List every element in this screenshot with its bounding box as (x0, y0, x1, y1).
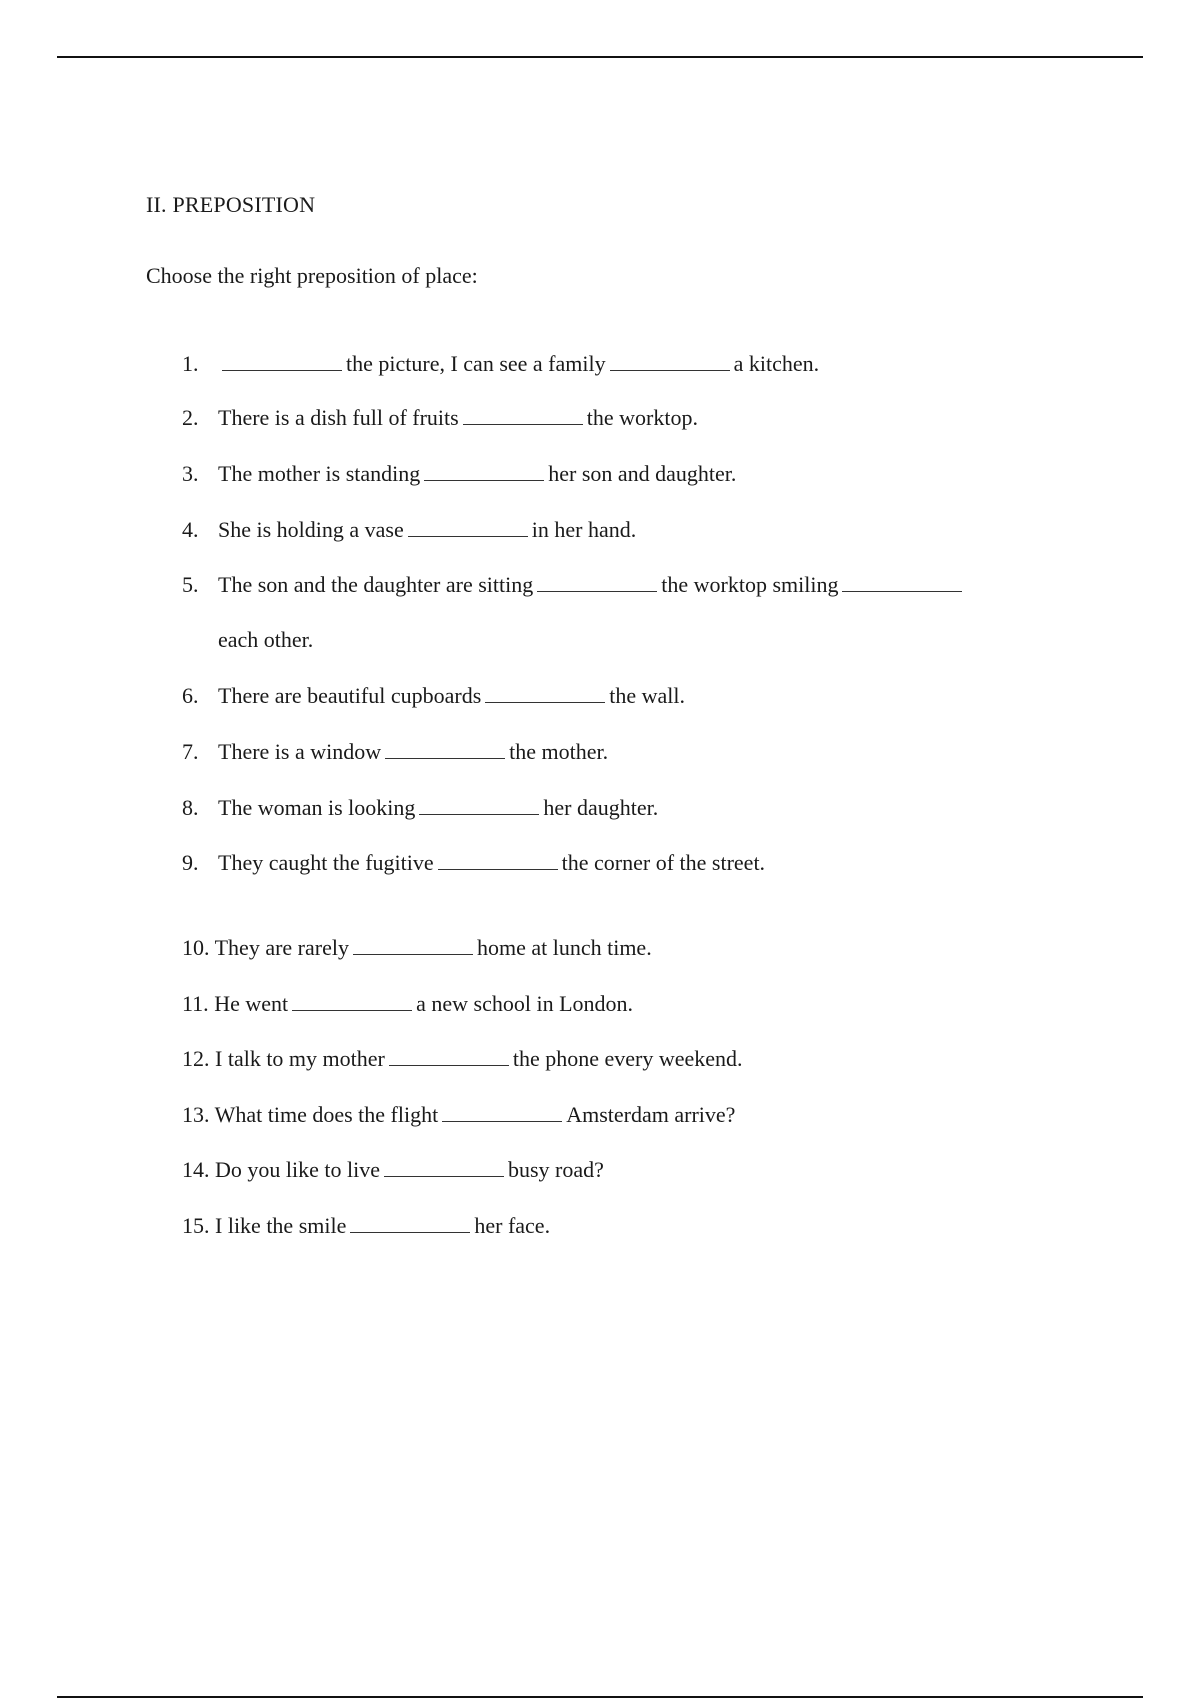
bottom-rule (57, 1696, 1143, 1698)
question-text: the worktop. (586, 405, 698, 430)
answer-blank[interactable] (389, 1043, 509, 1066)
question-text: I like the smile (215, 1213, 347, 1238)
question-7 (182, 736, 1082, 766)
answer-blank[interactable] (222, 348, 342, 371)
question-4 (182, 514, 1082, 544)
question-5-continuation: each other. (218, 627, 314, 652)
question-number: 3. (182, 461, 199, 486)
question-number: 10. (182, 935, 210, 960)
answer-blank[interactable] (292, 988, 412, 1011)
question-number: 12. (182, 1046, 210, 1071)
answer-blank[interactable] (419, 792, 539, 815)
question-text: in her hand. (531, 517, 637, 542)
question-text: the worktop smiling (661, 572, 839, 597)
question-5 (182, 569, 1082, 599)
question-10 (182, 932, 1082, 962)
question-text: There are beautiful cupboards (218, 683, 482, 708)
question-text: Do you like to live (215, 1157, 380, 1182)
question-6 (182, 680, 1082, 710)
question-8 (182, 792, 1082, 822)
question-text: the corner of the street. (561, 850, 766, 875)
question-number: 13. (182, 1102, 210, 1127)
question-9 (182, 847, 1082, 877)
top-rule (57, 56, 1143, 58)
answer-blank[interactable] (385, 736, 505, 759)
question-text: her son and daughter. (548, 461, 737, 486)
question-3 (182, 458, 1082, 488)
question-text: I talk to my mother (215, 1046, 385, 1071)
question-text: the mother. (509, 739, 609, 764)
answer-blank[interactable] (350, 1210, 470, 1233)
question-text: the phone every weekend. (512, 1046, 743, 1071)
answer-blank[interactable] (408, 514, 528, 537)
answer-blank[interactable] (537, 569, 657, 592)
question-number: 2. (182, 405, 199, 430)
section-title: II. PREPOSITION (146, 192, 316, 217)
answer-blank[interactable] (424, 458, 544, 481)
question-text: busy road? (507, 1157, 604, 1182)
question-text: There is a dish full of fruits (218, 405, 459, 430)
question-text: a kitchen. (733, 351, 820, 376)
question-11 (182, 988, 1082, 1018)
question-text: The son and the daughter are sitting (218, 572, 534, 597)
question-14 (182, 1154, 1082, 1184)
question-number: 8. (182, 795, 199, 820)
question-1 (182, 348, 1082, 378)
answer-blank[interactable] (438, 847, 558, 870)
question-number: 7. (182, 739, 199, 764)
question-number: 1. (182, 351, 199, 376)
question-text: home at lunch time. (476, 935, 652, 960)
question-text: The mother is standing (218, 461, 421, 486)
question-text: Amsterdam arrive? (566, 1102, 736, 1127)
question-text: They are rarely (214, 935, 349, 960)
question-text: her daughter. (543, 795, 659, 820)
question-text: her face. (474, 1213, 551, 1238)
answer-blank[interactable] (463, 402, 583, 425)
question-number: 15. (182, 1213, 210, 1238)
question-number: 4. (182, 517, 199, 542)
question-13 (182, 1099, 1082, 1129)
question-number: 11. (182, 991, 209, 1016)
instruction-text: Choose the right preposition of place: (146, 263, 478, 288)
question-2 (182, 402, 1082, 432)
question-text: There is a window (218, 739, 382, 764)
question-12 (182, 1043, 1082, 1073)
question-number: 6. (182, 683, 199, 708)
question-text: the wall. (609, 683, 686, 708)
question-number: 5. (182, 572, 199, 597)
question-15 (182, 1210, 1082, 1240)
question-text: He went (214, 991, 289, 1016)
question-text: She is holding a vase (218, 517, 404, 542)
question-text: the picture, I can see a family (346, 351, 606, 376)
answer-blank[interactable] (842, 569, 962, 592)
question-text: a new school in London. (416, 991, 634, 1016)
answer-blank[interactable] (442, 1099, 562, 1122)
question-text: What time does the flight (214, 1102, 439, 1127)
question-number: 14. (182, 1157, 210, 1182)
answer-blank[interactable] (384, 1154, 504, 1177)
question-text: They caught the fugitive (218, 850, 434, 875)
answer-blank[interactable] (610, 348, 730, 371)
answer-blank[interactable] (485, 680, 605, 703)
question-text: The woman is looking (218, 795, 416, 820)
answer-blank[interactable] (353, 932, 473, 955)
question-number: 9. (182, 850, 199, 875)
